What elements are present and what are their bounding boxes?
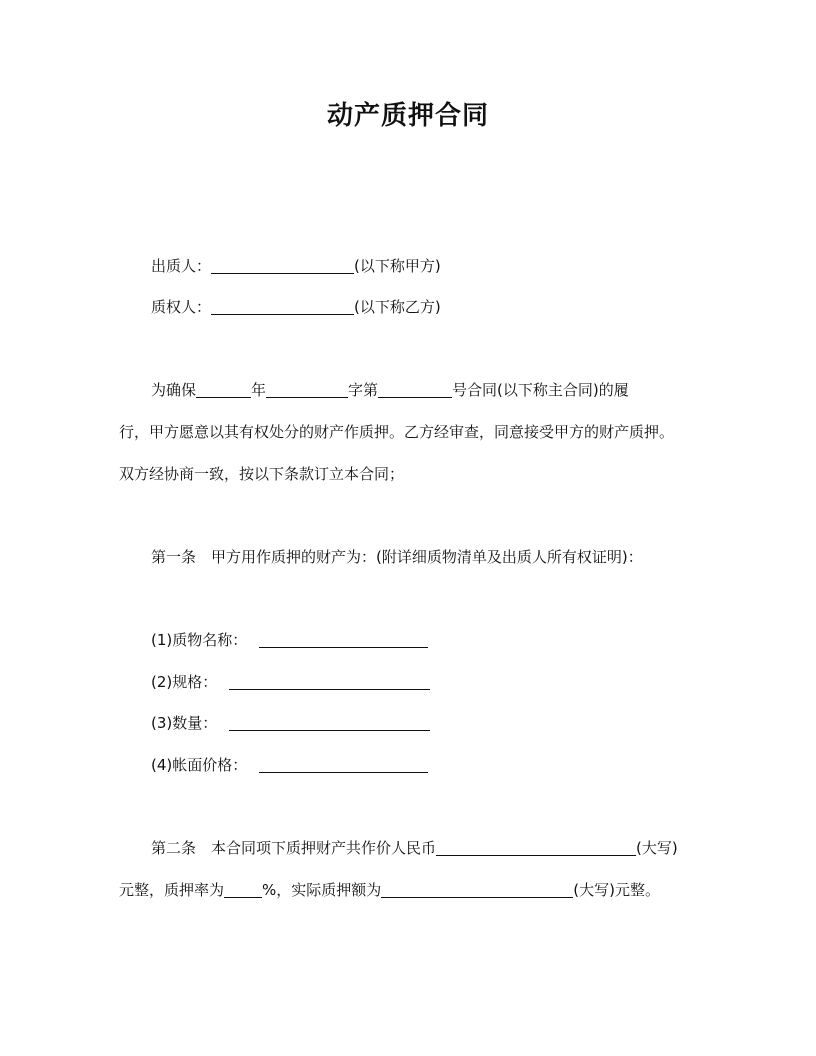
article-2-line-1 [151, 838, 678, 858]
item-spec-blank[interactable] [229, 673, 430, 690]
item-book-value-label: (4)帐面价格： [151, 756, 248, 774]
document-title: 动产质押合同 [326, 101, 489, 131]
article-1-heading: 第一条 甲方用作质押的财产为：(附详细质物清单及出质人所有权证明)： [151, 548, 643, 566]
preamble-line-3: 双方经协商一致，按以下条款订立本合同； [119, 465, 405, 483]
article-2-text-4: %，实际质押额为 [262, 881, 382, 899]
item-spec-line [151, 672, 430, 692]
item-quantity-blank[interactable] [229, 714, 430, 731]
pledge-amount-blank[interactable] [381, 881, 573, 898]
item-book-value-line [151, 755, 428, 775]
preamble-text-2: 年 [251, 381, 267, 399]
word-blank[interactable] [266, 381, 348, 398]
preamble-line-1 [151, 380, 629, 400]
article-2-line-2 [119, 880, 660, 900]
pledgee-suffix: (以下称乙方) [354, 298, 441, 316]
pledgee-line [151, 297, 441, 317]
item-name-label: (1)质物名称： [151, 631, 248, 649]
preamble-text-1: 为确保 [151, 381, 197, 399]
pledge-rate-blank[interactable] [224, 881, 262, 898]
article-2-text-5: (大写)元整。 [573, 881, 660, 899]
pledgee-blank[interactable] [211, 298, 354, 315]
pledgor-label: 出质人： [151, 257, 212, 275]
item-spec-label: (2)规格： [151, 673, 218, 691]
contract-number-blank[interactable] [378, 381, 452, 398]
item-name-line [151, 630, 428, 650]
pledgee-label: 质权人： [151, 298, 212, 316]
item-book-value-blank[interactable] [259, 756, 428, 773]
valuation-blank[interactable] [436, 839, 636, 856]
article-2-text-3: 元整，质押率为 [119, 881, 225, 899]
preamble-text-4: 号合同(以下称主合同)的履 [452, 381, 629, 399]
preamble-line-2: 行，甲方愿意以其有权处分的财产作质押。乙方经审查，同意接受甲方的财产质押。 [119, 423, 675, 441]
pledgor-line [151, 256, 441, 276]
article-2-text-1: 第二条 本合同项下质押财产共作价人民币 [151, 839, 437, 857]
pledgor-suffix: (以下称甲方) [354, 257, 441, 275]
item-quantity-line [151, 713, 430, 733]
preamble-text-3: 字第 [348, 381, 379, 399]
article-2-text-2: (大写) [636, 839, 678, 857]
item-quantity-label: (3)数量： [151, 714, 218, 732]
pledgor-blank[interactable] [211, 257, 354, 274]
year-blank[interactable] [196, 381, 251, 398]
item-name-blank[interactable] [259, 631, 428, 648]
